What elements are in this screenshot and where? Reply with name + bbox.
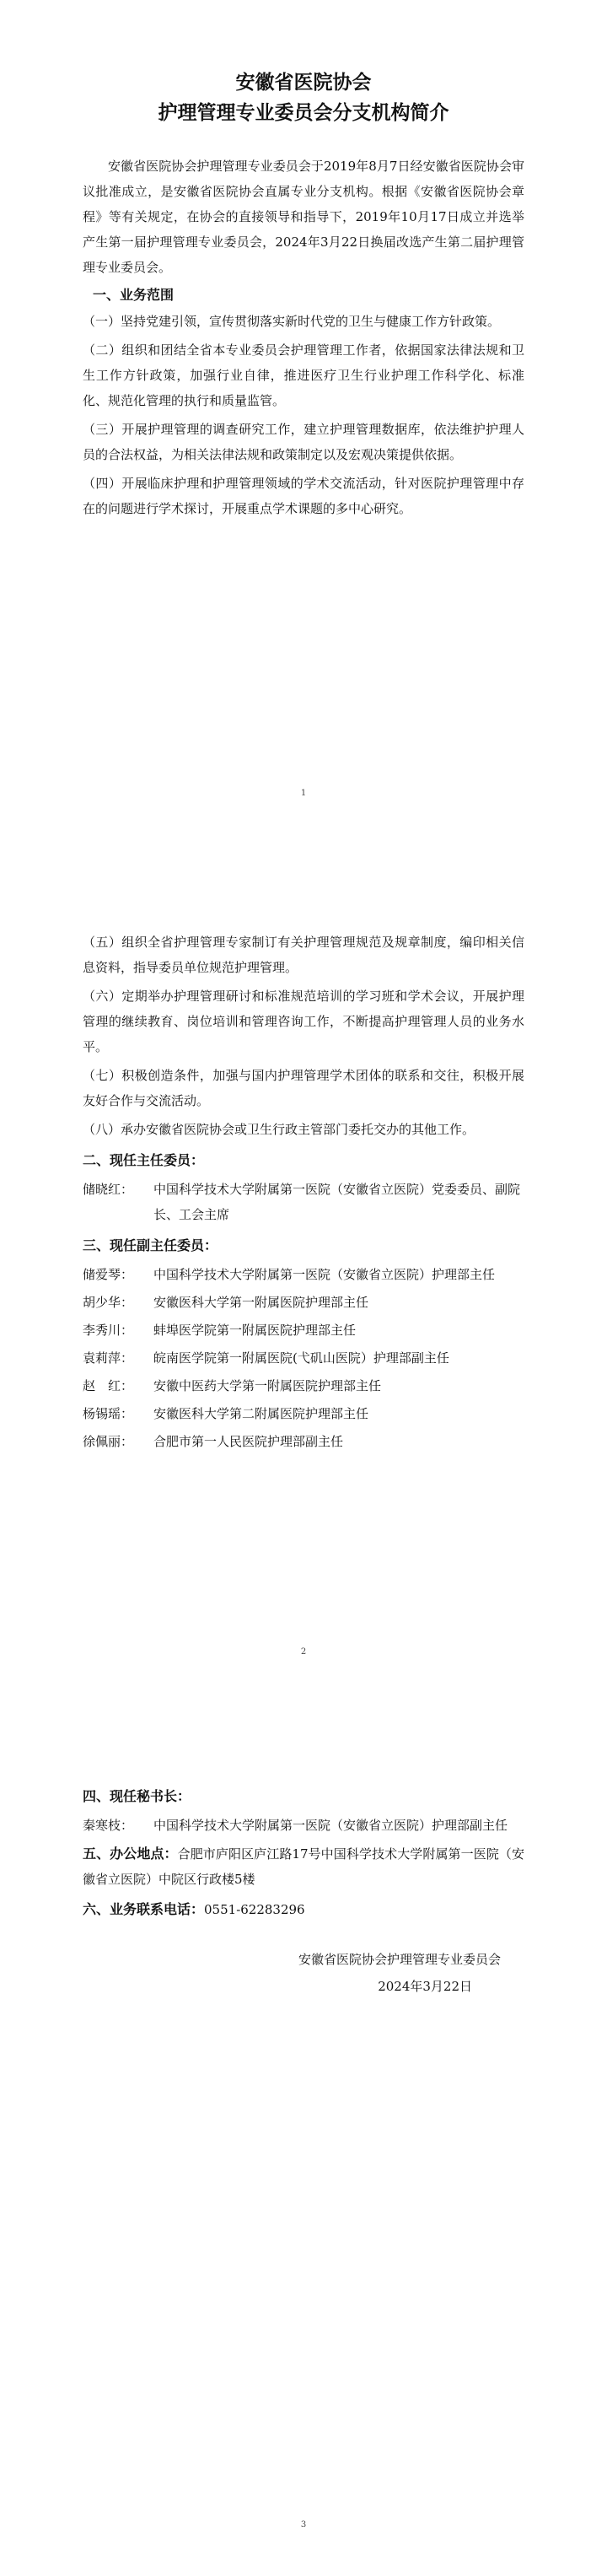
member-role: 安徽医科大学第一附属医院护理部主任 <box>153 1295 369 1310</box>
scope-item-6: （六）定期举办护理管理研讨和标准规范培训的学习班和学术会议，开展护理管理的继续教育、岗位培训和管理咨询工作，不断提高护理管理人员的业务水平。 <box>83 989 524 1054</box>
title-line-2: 护理管理专业委员会分支机构简介 <box>158 101 449 124</box>
page-2 <box>0 859 607 1717</box>
signature-org: 安徽省医院协会护理管理专业委员会 <box>298 1952 501 1967</box>
page-number-2: 2 <box>300 1647 307 1657</box>
scope-item-2: （二）组织和团结全省本专业委员会护理管理工作者，依据国家法律法规和卫生工作方针政策，加强行业自律，推进医疗卫生行业护理工作科学化、标准化、规范化管理的执行和质量监管。 <box>83 342 524 408</box>
member-name: 秦寒枝： <box>83 1818 134 1833</box>
member-name: 杨锡瑶： <box>83 1406 134 1421</box>
title-line-1: 安徽省医院协会 <box>235 71 372 94</box>
office-address <box>83 1841 524 1892</box>
page-3 <box>0 1717 607 2576</box>
deputy-row <box>83 1345 524 1371</box>
member-name: 储晓红： <box>83 1182 134 1197</box>
deputy-row <box>83 1318 524 1343</box>
section-6-heading: 六、业务联系电话： <box>83 1901 205 1917</box>
section-4-heading: 四、现任秘书长： <box>83 1788 191 1804</box>
contact-phone <box>83 1897 524 1922</box>
member-name: 袁莉萍： <box>83 1350 134 1366</box>
member-name: 李秀川： <box>83 1323 134 1338</box>
section-2-heading: 二、现任主任委员： <box>83 1152 205 1168</box>
member-name: 赵 红： <box>83 1378 134 1393</box>
member-role: 中国科学技术大学附属第一医院（安徽省立医院）护理部副主任 <box>153 1818 508 1833</box>
scope-item-5: （五）组织全省护理管理专家制订有关护理管理规范及规章制度，编印相关信息资料，指导委员单位规范护理管理。 <box>83 935 524 975</box>
deputy-row <box>83 1429 524 1454</box>
page-number-3: 3 <box>300 2520 307 2530</box>
page-3-content <box>83 1781 524 2000</box>
intro-paragraph: 安徽省医院协会护理管理专业委员会于2019年8月7日经安徽省医院协会审议批准成立，是安徽省医院协会直属专业分支机构。根据《安徽省医院协会章程》等有关规定，在协会的直接领导和指导下，2019年10月17日成立并选举产生第一届护理管理专业委员会，2024年3月22日换届改选产生第二届护理管理专业委员会。 <box>83 159 524 275</box>
deputy-row <box>83 1401 524 1426</box>
secretary-row <box>83 1813 524 1838</box>
member-role: 合肥市第一人民医院护理部副主任 <box>153 1434 344 1449</box>
member-role: 蚌埠医学院第一附属医院护理部主任 <box>153 1323 357 1338</box>
scope-item-8: （八）承办安徽省医院协会或卫生行政主管部门委托交办的其他工作。 <box>83 1122 475 1137</box>
office-address-text: 合肥市庐阳区庐江路17号中国科学技术大学附属第一医院（安徽省立医院）中院区行政楼5楼 <box>83 1846 524 1887</box>
scope-item-4: （四）开展临床护理和护理管理领域的学术交流活动，针对医院护理管理中存在的问题进行学术探讨，开展重点学术课题的多中心研究。 <box>83 476 524 516</box>
director-row <box>83 1177 524 1227</box>
scope-item-7: （七）积极创造条件，加强与国内护理管理学术团体的联系和交往，积极开展友好合作与交流活动。 <box>83 1068 524 1108</box>
signature-date: 2024年3月22日 <box>378 1979 472 1994</box>
deputy-row <box>83 1373 524 1398</box>
member-role: 中国科学技术大学附属第一医院（安徽省立医院）护理部主任 <box>153 1267 496 1282</box>
contact-phone-number: 0551-62283296 <box>204 1902 305 1917</box>
section-3-heading: 三、现任副主任委员： <box>83 1237 218 1253</box>
page-2-content <box>83 930 524 1454</box>
member-role: 中国科学技术大学附属第一医院（安徽省立医院）党委委员、副院长、工会主席 <box>153 1182 521 1222</box>
scope-item-3: （三）开展护理管理的调查研究工作，建立护理管理数据库，依法维护护理人员的合法权益，为相关法律法规和政策制定以及宏观决策提供依据。 <box>83 422 524 462</box>
deputy-row <box>83 1290 524 1315</box>
deputy-row <box>83 1262 524 1287</box>
member-role: 皖南医学院第一附属医院(弋矶山医院）护理部副主任 <box>153 1350 449 1366</box>
member-role: 安徽医科大学第二附属医院护理部主任 <box>153 1406 369 1421</box>
section-5-heading: 五、办公地点： <box>83 1846 178 1862</box>
page-number-1: 1 <box>300 789 307 798</box>
section-1-heading: 一、业务范围 <box>93 287 175 303</box>
scope-item-1: （一）坚持党建引领，宣传贯彻落实新时代党的卫生与健康工作方针政策。 <box>83 314 501 329</box>
member-name: 胡少华： <box>83 1295 134 1310</box>
member-role: 安徽中医药大学第一附属医院护理部主任 <box>153 1378 382 1393</box>
member-name: 徐佩丽： <box>83 1434 134 1449</box>
page-1 <box>0 0 607 859</box>
page-1-content <box>83 67 524 521</box>
member-name: 储爱琴： <box>83 1267 134 1282</box>
